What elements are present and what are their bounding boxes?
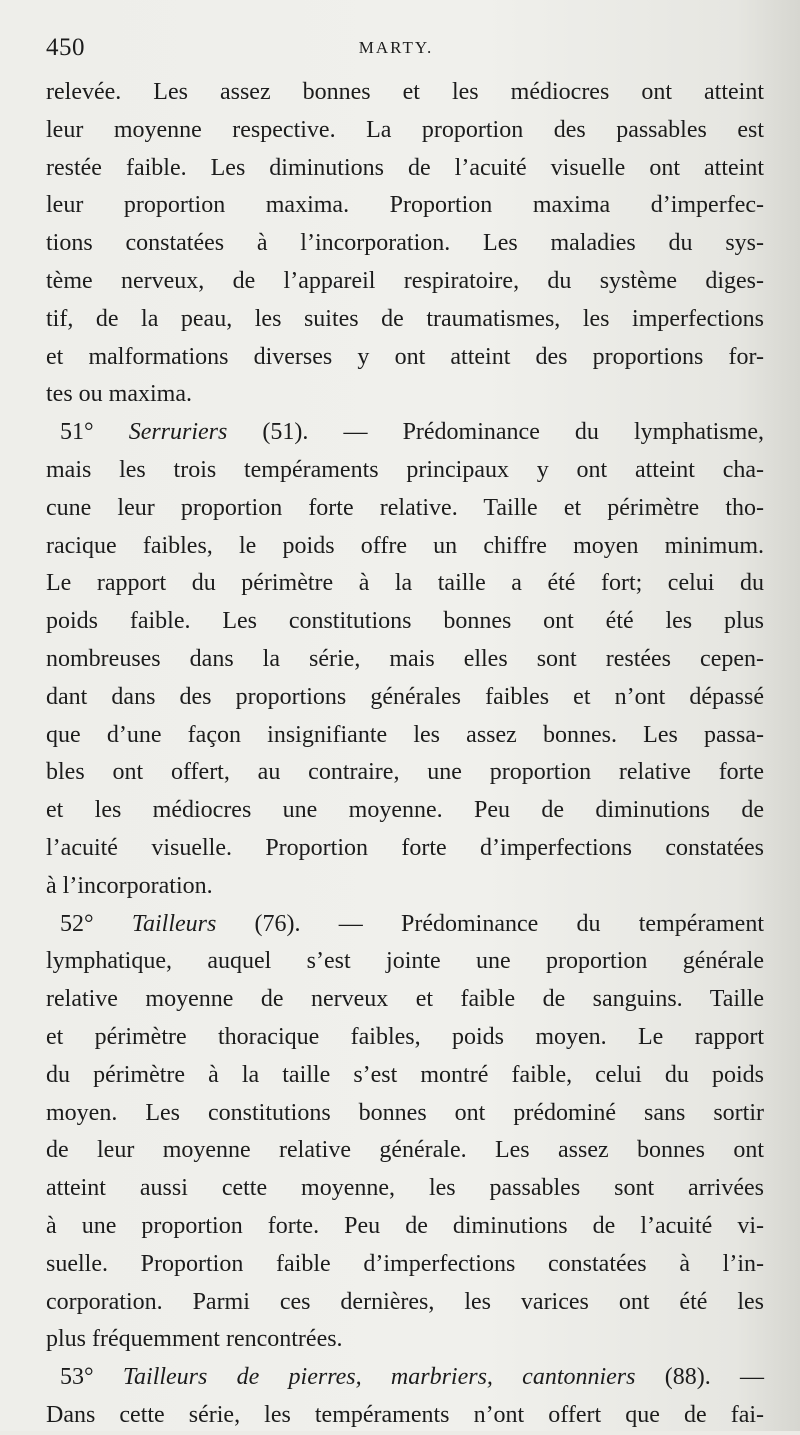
section-title: Tailleurs bbox=[131, 910, 217, 937]
text-line: leur moyenne respective. La proportion des passables est bbox=[46, 116, 764, 143]
text-line: et périmètre thoracique faibles, poids moyen. Le rapport bbox=[46, 1023, 764, 1050]
text-line: mais les trois tempéraments principaux y ont atteint cha- bbox=[46, 456, 764, 483]
text-line: tif, de la peau, les suites de traumatismes, les imperfections bbox=[46, 305, 764, 332]
text-line: bles ont offert, au contraire, une proportion relative forte bbox=[46, 759, 764, 786]
text-line: plus fréquemment rencontrées. bbox=[46, 1326, 343, 1353]
text-line: du périmètre à la taille s’est montré faible, celui du poids bbox=[46, 1061, 764, 1088]
text-line: relative moyenne de nerveux et faible de sanguins. Taille bbox=[46, 986, 764, 1013]
page-number: 450 bbox=[46, 34, 85, 61]
text-line: moyen. Les constitutions bonnes ont prédominé sans sortir bbox=[46, 1099, 764, 1126]
section-heading-rest: (51). — Prédominance du lymphatisme, bbox=[227, 419, 764, 446]
text-line: l’acuité visuelle. Proportion forte d’imperfections constatées bbox=[46, 834, 764, 861]
text-line: atteint aussi cette moyenne, les passables sont arrivées bbox=[46, 1175, 764, 1202]
section-tailleurs-de-pierres bbox=[46, 1359, 764, 1435]
text-line: relevée. Les assez bonnes et les médiocres ont atteint bbox=[46, 79, 764, 105]
text-line: dant dans des proportions générales faibles et n’ont dépassé bbox=[46, 683, 764, 710]
section-title: Tailleurs de pierres, marbriers, cantonniers bbox=[122, 1364, 636, 1391]
running-head: MARTY. bbox=[358, 38, 434, 57]
section-heading-rest: (76). — Prédominance du tempérament bbox=[216, 910, 765, 937]
section-tailleurs bbox=[46, 906, 764, 1360]
text-line: à une proportion forte. Peu de diminutions de l’acuité vi- bbox=[46, 1212, 764, 1239]
section-heading-rest: (88). — bbox=[635, 1364, 765, 1391]
text-line: leur proportion maxima. Proportion maxima d’imperfec- bbox=[46, 192, 764, 219]
text-line: tème nerveux, de l’appareil respiratoire, du système diges- bbox=[46, 267, 764, 294]
body-text bbox=[46, 74, 764, 1435]
text-line: Le rapport du périmètre à la taille a été fort; celui du bbox=[46, 570, 764, 597]
section-heading-line bbox=[46, 1359, 764, 1397]
page-header bbox=[46, 34, 746, 64]
text-line: suelle. Proportion faible d’imperfections constatées à l’in- bbox=[46, 1250, 764, 1277]
text-line: à l’incorporation. bbox=[46, 872, 213, 899]
text-line: de leur moyenne relative générale. Les assez bonnes ont bbox=[46, 1137, 764, 1164]
text-line: tes ou maxima. bbox=[46, 381, 192, 408]
text-line: et malformations diverses y ont atteint des proportions for- bbox=[46, 343, 764, 370]
paragraph-continuation bbox=[46, 74, 764, 414]
text-line: tions constatées à l’incorporation. Les maladies du sys- bbox=[46, 230, 764, 257]
text-line: poids faible. Les constitutions bonnes ont été les plus bbox=[46, 608, 764, 635]
section-number: 52° bbox=[60, 910, 94, 937]
section-title: Serruriers bbox=[128, 419, 228, 446]
section-heading-line bbox=[46, 906, 764, 944]
text-line: que d’une façon insignifiante les assez bonnes. Les passa- bbox=[46, 721, 764, 748]
text-line: racique faibles, le poids offre un chiffre moyen minimum. bbox=[46, 532, 764, 559]
section-number: 51° bbox=[60, 419, 94, 446]
text-line: nombreuses dans la série, mais elles sont restées cepen- bbox=[46, 645, 764, 672]
text-line: cune leur proportion forte relative. Taille et périmètre tho- bbox=[46, 494, 764, 521]
text-line: restée faible. Les diminutions de l’acuité visuelle ont atteint bbox=[46, 154, 764, 181]
text-line: corporation. Parmi ces dernières, les varices ont été les bbox=[46, 1288, 764, 1315]
text-line: et les médiocres une moyenne. Peu de diminutions de bbox=[46, 797, 764, 824]
section-heading-line bbox=[46, 414, 764, 452]
text-line: Dans cette série, les tempéraments n’ont offert que de fai- bbox=[46, 1401, 764, 1428]
section-serruriers bbox=[46, 414, 764, 905]
section-number: 53° bbox=[60, 1364, 94, 1391]
text-line: lymphatique, auquel s’est jointe une proportion générale bbox=[46, 948, 764, 975]
